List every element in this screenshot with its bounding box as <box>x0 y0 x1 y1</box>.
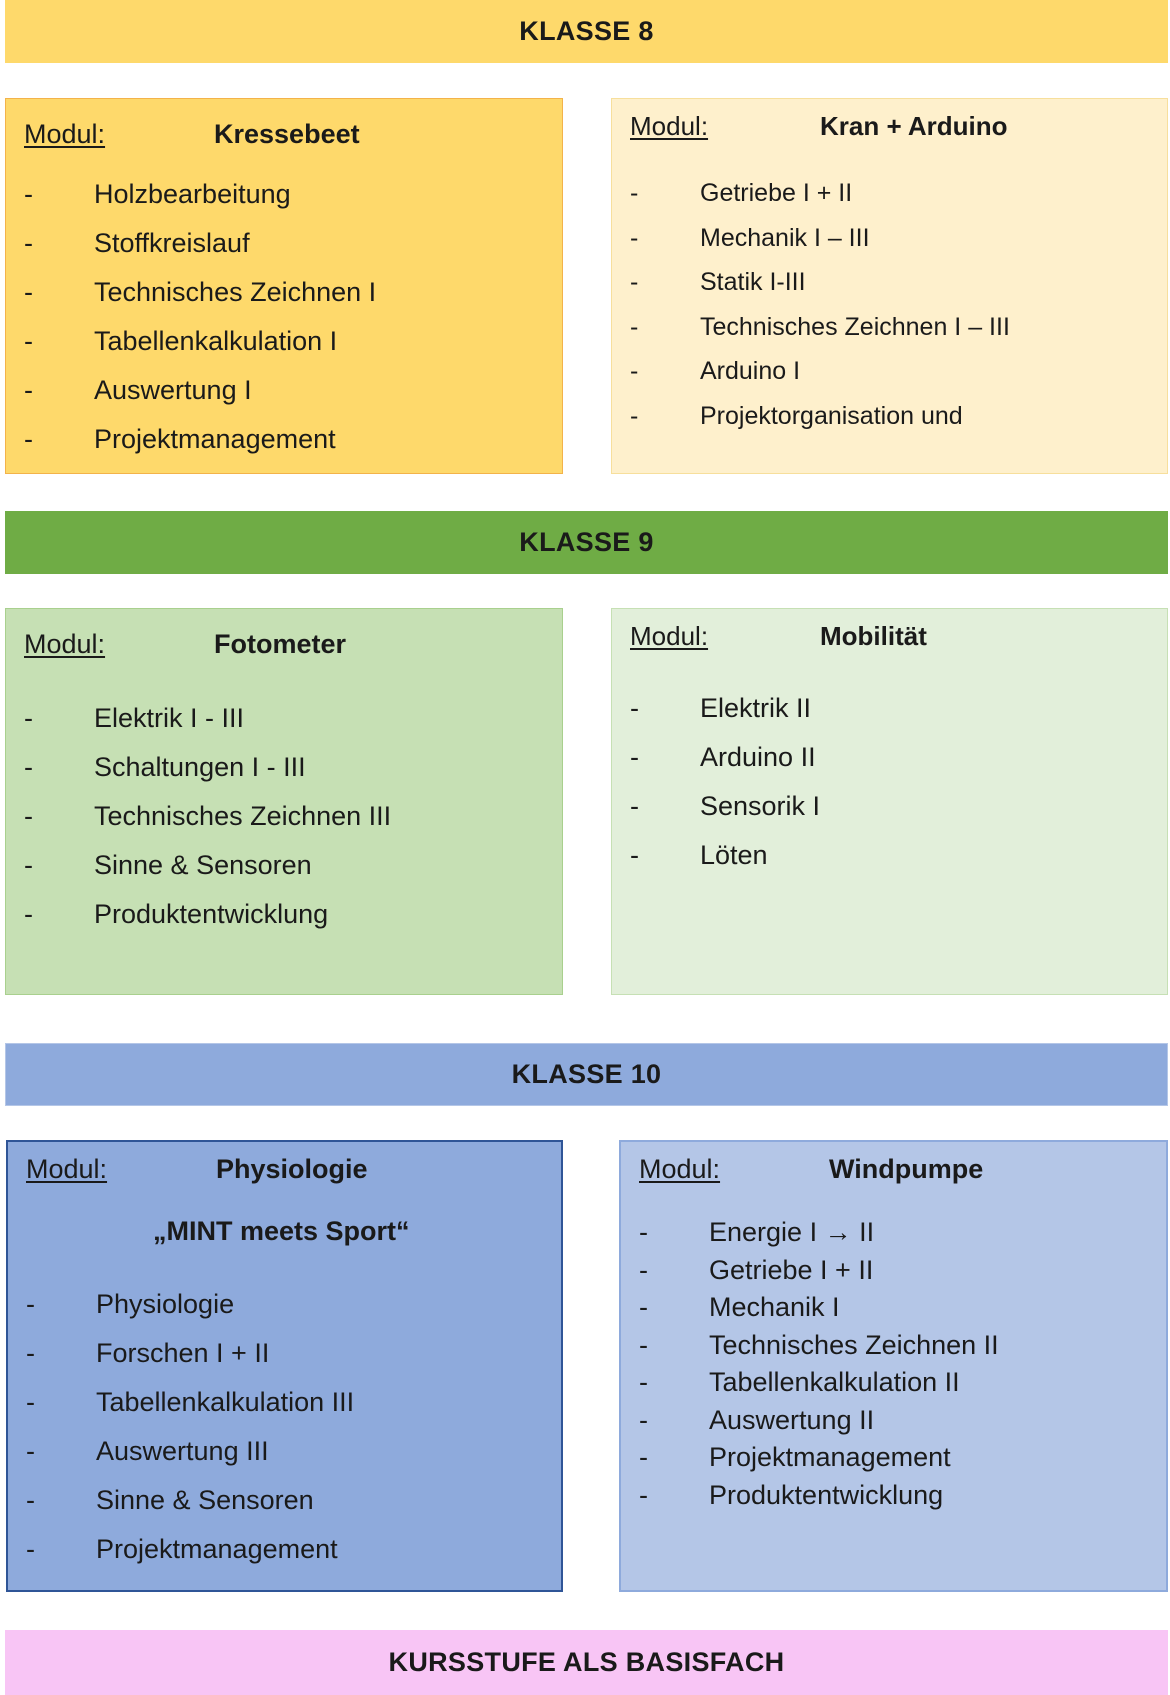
list-item: - Technisches Zeichnen I – III <box>630 312 1010 341</box>
list-item: - Sensorik I <box>630 791 821 821</box>
topic-list <box>8 1289 561 1583</box>
module-label: Modul: <box>26 1154 108 1184</box>
list-item: - Auswertung I <box>24 375 252 405</box>
module-header <box>630 111 1008 142</box>
topic-list <box>612 179 1167 446</box>
list-item: - Technisches Zeichnen I <box>24 277 377 307</box>
list-item: - Sinne & Sensoren <box>26 1485 314 1515</box>
list-item: - Produktentwicklung <box>24 899 329 929</box>
list-item: - Auswertung III <box>26 1436 269 1466</box>
list-item: - Forschen I + II <box>26 1338 270 1368</box>
list-item: - Arduino I <box>630 357 801 385</box>
list-item: - Projektmanagement <box>639 1442 951 1472</box>
topic-list <box>6 179 562 473</box>
list-item: - Tabellenkalkulation III <box>26 1387 355 1417</box>
list-item: - Getriebe I + II <box>630 179 853 207</box>
module-card-kran-arduino <box>611 98 1168 474</box>
module-label: Modul: <box>24 629 106 659</box>
list-item: - Arduino II <box>630 742 816 772</box>
list-item: - Statik I-III <box>630 268 806 296</box>
topic-list <box>621 1217 1166 1517</box>
module-name: Kran + Arduino <box>820 111 1008 141</box>
list-item: - Getriebe I + II <box>639 1254 874 1285</box>
module-label: Modul: <box>639 1154 721 1184</box>
module-header <box>639 1154 984 1185</box>
module-card-fotometer <box>5 608 563 995</box>
list-item: - Tabellenkalkulation I <box>24 326 338 356</box>
module-name: Fotometer <box>214 629 347 659</box>
list-item: - Technisches Zeichnen II <box>639 1329 999 1360</box>
module-name: Windpumpe <box>829 1154 984 1184</box>
list-item: - Mechanik I <box>639 1292 840 1322</box>
list-item: - Projektmanagement <box>24 424 336 454</box>
section-title: KLASSE 9 <box>519 527 654 557</box>
topic-list <box>6 703 562 948</box>
section-header-klasse-9 <box>5 511 1168 574</box>
list-item: - Holzbearbeitung <box>24 179 291 209</box>
module-name: Kressebeet <box>214 119 360 149</box>
list-item: - Projektorganisation und <box>630 401 963 430</box>
list-item: - Mechanik I – III <box>630 223 870 252</box>
list-item: - Stoffkreislauf <box>24 228 250 258</box>
list-item: - Produktentwicklung <box>639 1479 944 1510</box>
module-header <box>24 119 360 150</box>
module-subtitle: „MINT meets Sport“ <box>153 1216 410 1246</box>
module-label: Modul: <box>24 119 106 149</box>
list-item: - Auswertung II <box>639 1404 875 1435</box>
section-header-klasse-8 <box>5 0 1168 63</box>
list-item: - Sinne & Sensoren <box>24 850 312 880</box>
module-header <box>26 1154 368 1185</box>
section-title: KLASSE 8 <box>519 16 654 46</box>
module-header <box>24 629 347 660</box>
module-card-windpumpe <box>619 1140 1168 1592</box>
module-name: Physiologie <box>216 1154 368 1184</box>
list-item: - Projektmanagement <box>26 1534 338 1564</box>
list-item: - Energie I → II <box>639 1217 875 1247</box>
list-item: - Tabellenkalkulation II <box>639 1367 960 1397</box>
module-card-physiologie <box>6 1140 563 1592</box>
module-name: Mobilität <box>820 621 927 651</box>
list-item: - Physiologie <box>26 1289 235 1319</box>
module-label: Modul: <box>630 621 709 651</box>
section-header-klasse-10 <box>5 1043 1168 1106</box>
list-item: - Technisches Zeichnen III <box>24 801 392 831</box>
module-header <box>630 621 927 652</box>
section-header-kursstufe <box>5 1630 1168 1695</box>
section-title: KURSSTUFE ALS BASISFACH <box>388 1647 785 1677</box>
module-label: Modul: <box>630 111 709 141</box>
module-card-mobilitaet <box>611 608 1168 995</box>
topic-list <box>612 693 1167 889</box>
list-item: - Löten <box>630 840 768 870</box>
section-title: KLASSE 10 <box>511 1059 662 1089</box>
list-item: - Elektrik I - III <box>24 703 245 733</box>
list-item: - Schaltungen I - III <box>24 752 306 782</box>
module-card-kressebeet <box>5 98 563 474</box>
list-item: - Elektrik II <box>630 693 812 723</box>
